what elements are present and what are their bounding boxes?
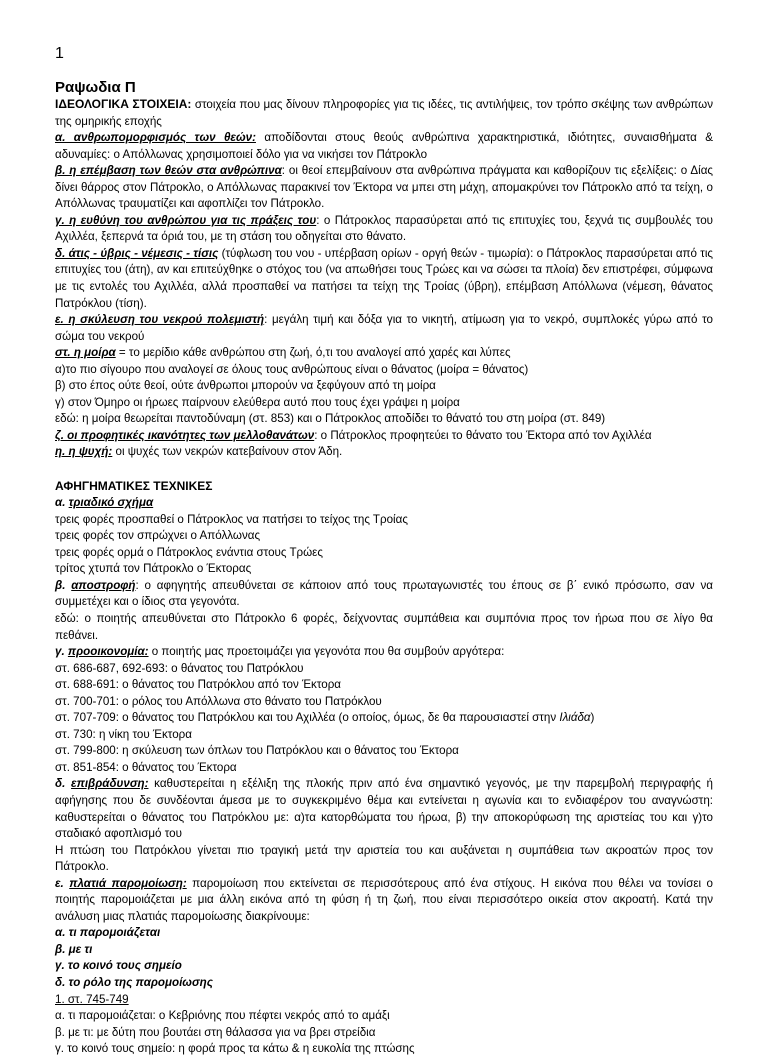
spacer [55, 461, 713, 478]
page-number: 1 [55, 45, 64, 62]
narrative-a-line: τρεις φορές τον σπρώχνει ο Απόλλωνας [55, 529, 261, 543]
document-body [55, 96, 713, 1058]
simile-example-line: γ. το κοινό τους σημείο: η φορά προς τα κάτω & η ευκολία της πτώσης [55, 1042, 415, 1056]
simile-example-line: β. με τι: με δύτη που βουτάει στη θάλασσα για να βρει στρείδια [55, 1025, 376, 1039]
ideological-item-st-here: εδώ: η μοίρα θεωρείται παντοδύναμη (στ. 853) και ο Πάτροκλος αποδίδει το θάνατό του στη μοίρα (στ. 849) [55, 412, 606, 426]
ideological-item-st: στ. η μοίρα = το μερίδιο κάθε ανθρώπου στη ζωή, ό,τι του αναλογεί από χαρές και λύπες [55, 346, 511, 360]
narrative-item-g: γ. προοικονομία: ο ποιητής μας προετοιμάζει για γεγονότα που θα συμβούν αργότερα: [55, 645, 505, 659]
ideological-item-d: δ. άτις - ύβρις - νέμεσις - τίσις (τύφλωση του νου - υπέρβαση ορίων - οργή θεών - τιμωρία): ο Πάτροκλος παρασύρεται από τις επιτυχίες του (άτη), αν και επιτεύχθηκε ο στόχος του (να απωθήσει τους Τρώες και να σώσει τα πλοία) δεν επιστρέφει, σύμφωνα με τις εντολές του Αχιλλέα, αλλά προσπαθεί να πατήσει τα τείχη της Τροίας (ύβρη), επέμβαση Απόλλωνα (νέμεση, θάνατος Πατρόκλου (τίση). [55, 246, 713, 310]
narrative-g-line: στ. 707-709: ο θάνατος του Πατρόκλου και του Αχιλλέα (ο οποίος, όμως, δε θα παρουσιαστεί στην Ιλιάδα) [55, 711, 595, 725]
narrative-item-a: α. τριαδικό σχήμα [55, 496, 154, 510]
narrative-heading: ΑΦΗΓΗΜΑΤΙΚΕΣ ΤΕΧΝΙΚΕΣ [55, 478, 213, 493]
ideological-item-g: γ. η ευθύνη του ανθρώπου για τις πράξεις του: ο Πάτροκλος παρασύρεται από τις επιτυχίες του, ξεχνά τις συμβουλές του Αχιλλέα, ξεπερνά τα όριά του, με τη στάση του οδηγείται στο θάνατο. [55, 213, 713, 244]
ideological-item-e: ε. η σκύλευση του νεκρού πολεμιστή: μεγάλη τιμή και δόξα για το νικητή, ατίμωση για το νεκρό, συμπλοκές γύρω από το σώμα του νεκρού [55, 313, 713, 343]
narrative-item-b: β. αποστροφή: ο αφηγητής απευθύνεται σε κάποιον από τους πρωταγωνιστές του έπους σε β΄ ενικό πρόσωπο, σαν να συμμετέχει και ο ίδιος στα γεγονότα. [55, 578, 713, 609]
narrative-g-line: στ. 688-691: ο θάνατος του Πατρόκλου από τον Έκτορα [55, 678, 342, 692]
narrative-a-line: τρίτος χτυπά τον Πάτροκλο ο Έκτορας [55, 562, 252, 576]
ideological-item-h: η. η ψυχή: οι ψυχές των νεκρών κατεβαίνουν στον Άδη. [55, 445, 343, 459]
narrative-item-d: δ. επιβράδυνση: καθυστερείται η εξέλιξη της πλοκής πριν από ένα σημαντικό γεγονός, με την παρεμβολή περιγραφής ή αφήγησης που δε συνδέονται άμεσα με το συγκεκριμένο θέμα και εντείνεται η αγωνία και το ενδιαφέρον του αναγνώστη: καθυστερείται ο θάνατος του Πατρόκλου με: α)τα κατορθώματα του ήρωα, β) την αποκορύφωση της αριστείας του και γ)το σταδιακό αφοπλισμό του [55, 777, 713, 841]
narrative-d-text2: Η πτώση του Πατρόκλου γίνεται πιο τραγική μετά την αριστεία του και αυξάνεται η συμπάθεια των ακροατών προς τον Πάτροκλο. [55, 843, 713, 874]
ideological-item-st-b: β) στο έπος ούτε θεοί, ούτε άνθρωποι μπορούν να ξεφύγουν από τη μοίρα [55, 379, 436, 393]
simile-criterion: α. τι παρομοιάζεται [55, 926, 161, 940]
simile-example-line: α. τι παρομοιάζεται: ο Κεβριόνης που πέφτει νεκρός από το αμάξι [55, 1009, 390, 1023]
ideological-item-st-g: γ) στον Όμηρο οι ήρωες παίρνουν ελεύθερα αυτό που τους έχει γράψει η μοίρα [55, 395, 460, 409]
narrative-g-line: στ. 851-854: ο θάνατος του Έκτορα [55, 760, 237, 774]
simile-criterion: β. με τι [55, 942, 93, 956]
narrative-g-line: στ. 686-687, 692-693: ο θάνατος του Πατρόκλου [55, 661, 304, 675]
narrative-a-line: τρεις φορές προσπαθεί ο Πάτροκλος να πατήσει το τείχος της Τροίας [55, 512, 408, 526]
ideological-heading: ΙΔΕΟΛΟΓΙΚΑ ΣΤΟΙΧΕΙΑ: [55, 97, 192, 111]
page-title: Ραψωδια Π [55, 79, 136, 96]
narrative-a-line: τρεις φορές ορμά ο Πάτροκλος ενάντια στους Τρώες [55, 545, 323, 559]
ideological-item-a: α. ανθρωπομορφισμός των θεών: αποδίδονται στους θεούς ανθρώπινα χαρακτηριστικά, ιδιότητες, συναισθήματα & αδυναμίες: ο Απόλλωνας χρησιμοποιεί δόλο για να νικήσει τον Πάτροκλο [55, 131, 713, 161]
ideological-item-z: ζ. οι προφητικές ικανότητες των μελλοθανάτων: ο Πάτροκλος προφητεύει το θάνατο του Έκτορα από τον Αχιλλέα [55, 428, 652, 442]
narrative-g-line: στ. 700-701: ο ρόλος του Απόλλωνα στο θάνατο του Πατρόκλου [55, 694, 382, 708]
narrative-item-e: ε. πλατιά παρομοίωση: παρομοίωση που εκτείνεται σε περισσότερους από ένα στίχους. Η εικόνα που θέλει να τονίσει ο ποιητής παρομοιάζεται με μια άλλη εικόνα από τη φύση ή τη ζωή, που είναι περισσότερο οικεία στον ακροατή. Κατά την ανάλυση μιας πλατιάς παρομοίωσης διακρίνουμε: [55, 876, 713, 923]
simile-criterion: γ. το κοινό τους σημείο [55, 959, 182, 973]
simile-example-ref: 1. στ. 745-749 [55, 992, 129, 1006]
ideological-intro: ΙΔΕΟΛΟΓΙΚΑ ΣΤΟΙΧΕΙΑ: στοιχεία που μας δίνουν πληροφορίες για τις ιδέες, τις αντιλήψεις, τον τρόπο σκέψης των ανθρώπων της ομηρικής εποχής [55, 97, 713, 128]
narrative-g-line: στ. 730: η νίκη του Έκτορα [55, 727, 192, 741]
ideological-item-st-a: α)το πιο σίγουρο που αναλογεί σε όλους τους ανθρώπους είναι ο θάνατος (μοίρα = θάνατος) [55, 362, 529, 376]
narrative-b-here: εδώ: ο ποιητής απευθύνεται στο Πάτροκλο 6 φορές, δείχνοντας συμπάθεια και συμπόνια προς τον ήρωα που σε λίγο θα πεθάνει. [55, 611, 713, 642]
ideological-item-b: β. η επέμβαση των θεών στα ανθρώπινα: οι θεοί επεμβαίνουν στα ανθρώπινα πράγματα και καθορίζουν τις εξελίξεις: ο Δίας δίνει θάρρος στον Πάτροκλο, ο Απόλλωνας παρακινεί τον Έκτορα να μπει στη μάχη, απομακρύνει τον Πάτροκλο από τα τείχη, ο Απόλλωνας τραυματίζει και αφοπλίζει τον Πάτροκλο. [55, 164, 713, 211]
narrative-g-line: στ. 799-800: η σκύλευση των όπλων του Πατρόκλου και ο θάνατος του Έκτορα [55, 744, 459, 758]
simile-criterion: δ. το ρόλο της παρομοίωσης [55, 975, 213, 989]
